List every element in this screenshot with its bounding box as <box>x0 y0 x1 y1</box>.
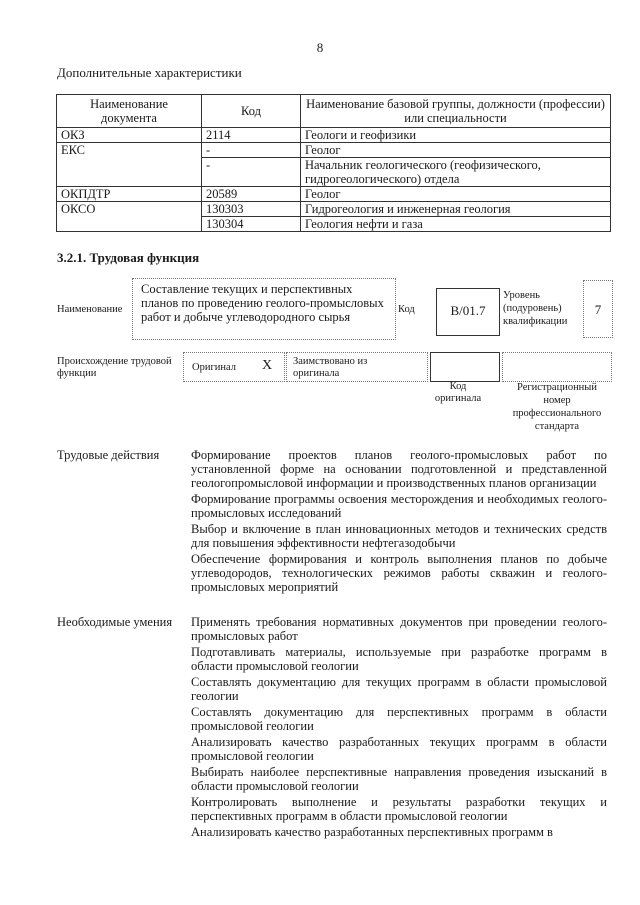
list-item: Применять требования нормативных документов при проведении геолого-промысловых работ <box>191 615 607 643</box>
list-item: Анализировать качество разработанных перспективных программ в <box>191 825 553 839</box>
borrowed-label-text: Заимствовано из оригинала <box>293 356 368 379</box>
reg-number-box <box>502 352 612 382</box>
cell-code: 20589 <box>202 187 301 202</box>
borrowed-label <box>293 356 393 380</box>
list-item: Составлять документацию для перспективных программ в области промысловой геологии <box>191 705 607 733</box>
page-number: 8 <box>316 40 324 55</box>
list-item: Анализировать качество разработанных текущих программ в области промысловой геологии <box>191 735 607 763</box>
header-name: Наименование базовой группы, должности (профессии) или специальности <box>301 95 611 128</box>
function-name: Составление текущих и перспективных планов по проведению геолого-промысловых работ и добыче углеводородного сырья <box>141 282 384 324</box>
cell-code: 130304 <box>202 217 301 232</box>
table-row <box>57 187 611 202</box>
cell-name: Начальник геологического (геофизического, гидрогеологического) отдела <box>301 158 611 187</box>
table-header-row <box>57 95 611 128</box>
table-row <box>57 202 611 217</box>
table-row <box>57 143 611 158</box>
original-mark: X <box>262 358 273 373</box>
cell-name: Геология нефти и газа <box>301 217 611 232</box>
reg-number-label: Регистрационный номер профессионального стандарта <box>512 382 602 432</box>
section-title: Дополнительные характеристики <box>57 65 242 80</box>
function-heading: 3.2.1. Трудовая функция <box>57 250 200 265</box>
name-label: Наименование <box>57 304 123 315</box>
labor-actions-list <box>191 448 607 596</box>
cell-name: Геолог <box>301 187 611 202</box>
cell-name: Гидрогеология и инженерная геология <box>301 202 611 217</box>
cell-doc: ЕКС <box>57 143 202 187</box>
skills-label: Необходимые умения <box>57 615 173 629</box>
cell-name: Геологи и геофизики <box>301 128 611 143</box>
header-doc: Наименование документа <box>57 95 202 128</box>
list-item: Формирование проектов планов геолого-промысловых работ по установленной форме на основании подготовленной и представленной геологопромысловой информации и производственных планов организации <box>191 448 607 490</box>
code-original-label: Код оригинала <box>434 381 482 404</box>
cell-code: 2114 <box>202 128 301 143</box>
level-label: Уровень (подуровень) квалификации <box>503 290 568 327</box>
header-code: Код <box>202 95 301 128</box>
cell-code: - <box>202 158 301 187</box>
code-label: Код <box>398 304 415 315</box>
list-item: Обеспечение формирования и контроль выполнения планов по добыче углеводородов, технологических режимов работы скважин и геолого-промысловых мероприятий <box>191 552 607 594</box>
cell-code: - <box>202 143 301 158</box>
cell-code: 130303 <box>202 202 301 217</box>
labor-actions-label: Трудовые действия <box>57 448 160 462</box>
origin-label <box>57 356 182 380</box>
list-item: Контролировать выполнение и результаты разработки текущих и перспективных программ в области промысловой геологии <box>191 795 607 823</box>
list-item: Выбор и включение в план инновационных методов и технических средств для повышения эффективности нефтегазодобычи <box>191 522 607 550</box>
original-label: Оригинал <box>192 362 236 373</box>
function-level: 7 <box>594 302 602 317</box>
list-item: Составлять документацию для текущих программ в области промысловой геологии <box>191 675 607 703</box>
cell-doc: ОКЗ <box>57 128 202 143</box>
code-original-box <box>430 352 500 382</box>
skills-list <box>191 615 607 841</box>
cell-doc: ОКСО <box>57 202 202 232</box>
origin-label-text: Происхождение трудовой функции <box>57 356 172 379</box>
list-item: Формирование программы освоения месторождения и необходимых геолого-промысловых исследований <box>191 492 607 520</box>
characteristics-table <box>56 94 611 232</box>
cell-doc: ОКПДТР <box>57 187 202 202</box>
table-row <box>57 128 611 143</box>
function-code: B/01.7 <box>450 303 486 318</box>
cell-name: Геолог <box>301 143 611 158</box>
list-item: Подготавливать материалы, используемые при разработке программ в области промысловой геологии <box>191 645 607 673</box>
list-item: Выбирать наиболее перспективные направления проведения изысканий в области промысловой геологии <box>191 765 607 793</box>
